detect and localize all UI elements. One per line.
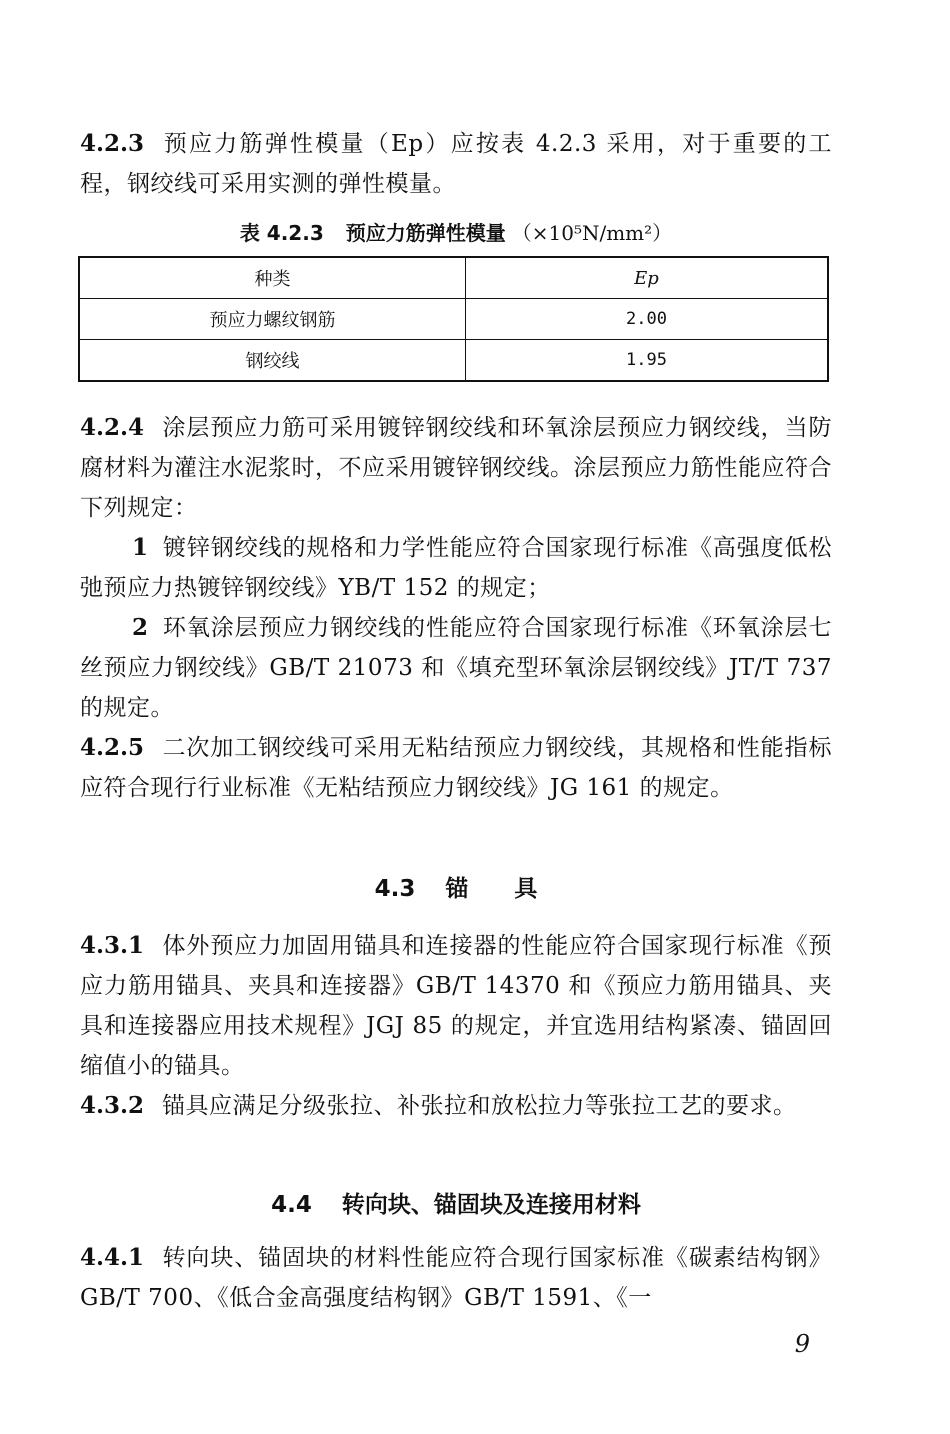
clause-4-2-4-item-2 [80, 608, 832, 728]
clause-number: 4.3.1 [80, 932, 145, 959]
table-title: 预应力筋弹性模量 [345, 221, 506, 245]
table-caption [80, 218, 832, 248]
row-type: 预应力螺纹钢筋 [79, 299, 466, 340]
clause-text: 锚具应满足分级张拉、补张拉和放松拉力等张拉工艺的要求。 [162, 1093, 797, 1119]
modulus-table [78, 256, 829, 382]
item-text: 环氧涂层预应力钢绞线的性能应符合国家现行标准《环氧涂层七丝预应力钢绞线》GB/T 21073 和《填充型环氧涂层钢绞线》JT/T 737 的规定。 [80, 615, 832, 721]
row-value: 1.95 [466, 340, 829, 382]
item-number: 1 [132, 534, 149, 561]
clause-4-2-5 [80, 728, 832, 808]
clause-text: 体外预应力加固用锚具和连接器的性能应符合国家现行标准《预应力筋用锚具、夹具和连接器》GB/T 14370 和《预应力筋用锚具、夹具和连接器应用技术规程》JGJ 85 的规定，并宜选用结构紧凑、锚固回缩值小的锚具。 [80, 933, 832, 1079]
clause-number: 4.2.3 [80, 130, 145, 157]
header-ep: Ep [466, 257, 829, 299]
section-number: 4.4 [271, 1192, 312, 1218]
clause-text: 预应力筋弹性模量（Ep）应按表 4.2.3 采用，对于重要的工程，钢绞线可采用实测的弹性模量。 [80, 131, 832, 197]
clause-4-3-1 [80, 926, 832, 1086]
table-row [79, 340, 828, 382]
table-header-row [79, 257, 828, 299]
page-number: 9 [794, 1330, 810, 1358]
clause-4-4-1 [80, 1238, 832, 1318]
clause-number: 4.2.5 [80, 734, 145, 761]
section-heading-4-3 [80, 870, 832, 903]
row-value: 2.00 [466, 299, 829, 340]
clause-4-2-3 [80, 124, 832, 204]
clause-text: 二次加工钢绞线可采用无粘结预应力钢绞线，其规格和性能指标应符合现行行业标准《无粘结预应力钢绞线》JG 161 的规定。 [80, 735, 832, 801]
clause-number: 4.4.1 [80, 1244, 145, 1271]
clause-text: 涂层预应力筋可采用镀锌钢绞线和环氧涂层预应力钢绞线，当防腐材料为灌注水泥浆时，不应采用镀锌钢绞线。涂层预应力筋性能应符合下列规定： [80, 415, 832, 521]
clause-text: 转向块、锚固块的材料性能应符合现行国家标准《碳素结构钢》GB/T 700、《低合金高强度结构钢》GB/T 1591、《一 [80, 1245, 832, 1311]
table-row [79, 299, 828, 340]
item-text: 镀锌钢绞线的规格和力学性能应符合国家现行标准《高强度低松弛预应力热镀锌钢绞线》YB/T 152 的规定； [80, 535, 832, 601]
section-heading-4-4 [80, 1186, 832, 1219]
clause-4-3-2 [80, 1086, 832, 1126]
clause-number: 4.2.4 [80, 414, 145, 441]
table-number: 表 4.2.3 [239, 221, 324, 245]
item-number: 2 [132, 614, 149, 641]
section-title: 锚 具 [445, 876, 538, 902]
section-title: 转向块、锚固块及连接用材料 [341, 1192, 641, 1218]
clause-number: 4.3.2 [80, 1092, 145, 1119]
row-type: 钢绞线 [79, 340, 466, 382]
table-unit: （×10⁵N/mm²） [511, 221, 673, 245]
clause-4-2-4-item-1 [80, 528, 832, 608]
section-number: 4.3 [374, 876, 416, 902]
header-type: 种类 [79, 257, 466, 299]
clause-4-2-4 [80, 408, 832, 528]
